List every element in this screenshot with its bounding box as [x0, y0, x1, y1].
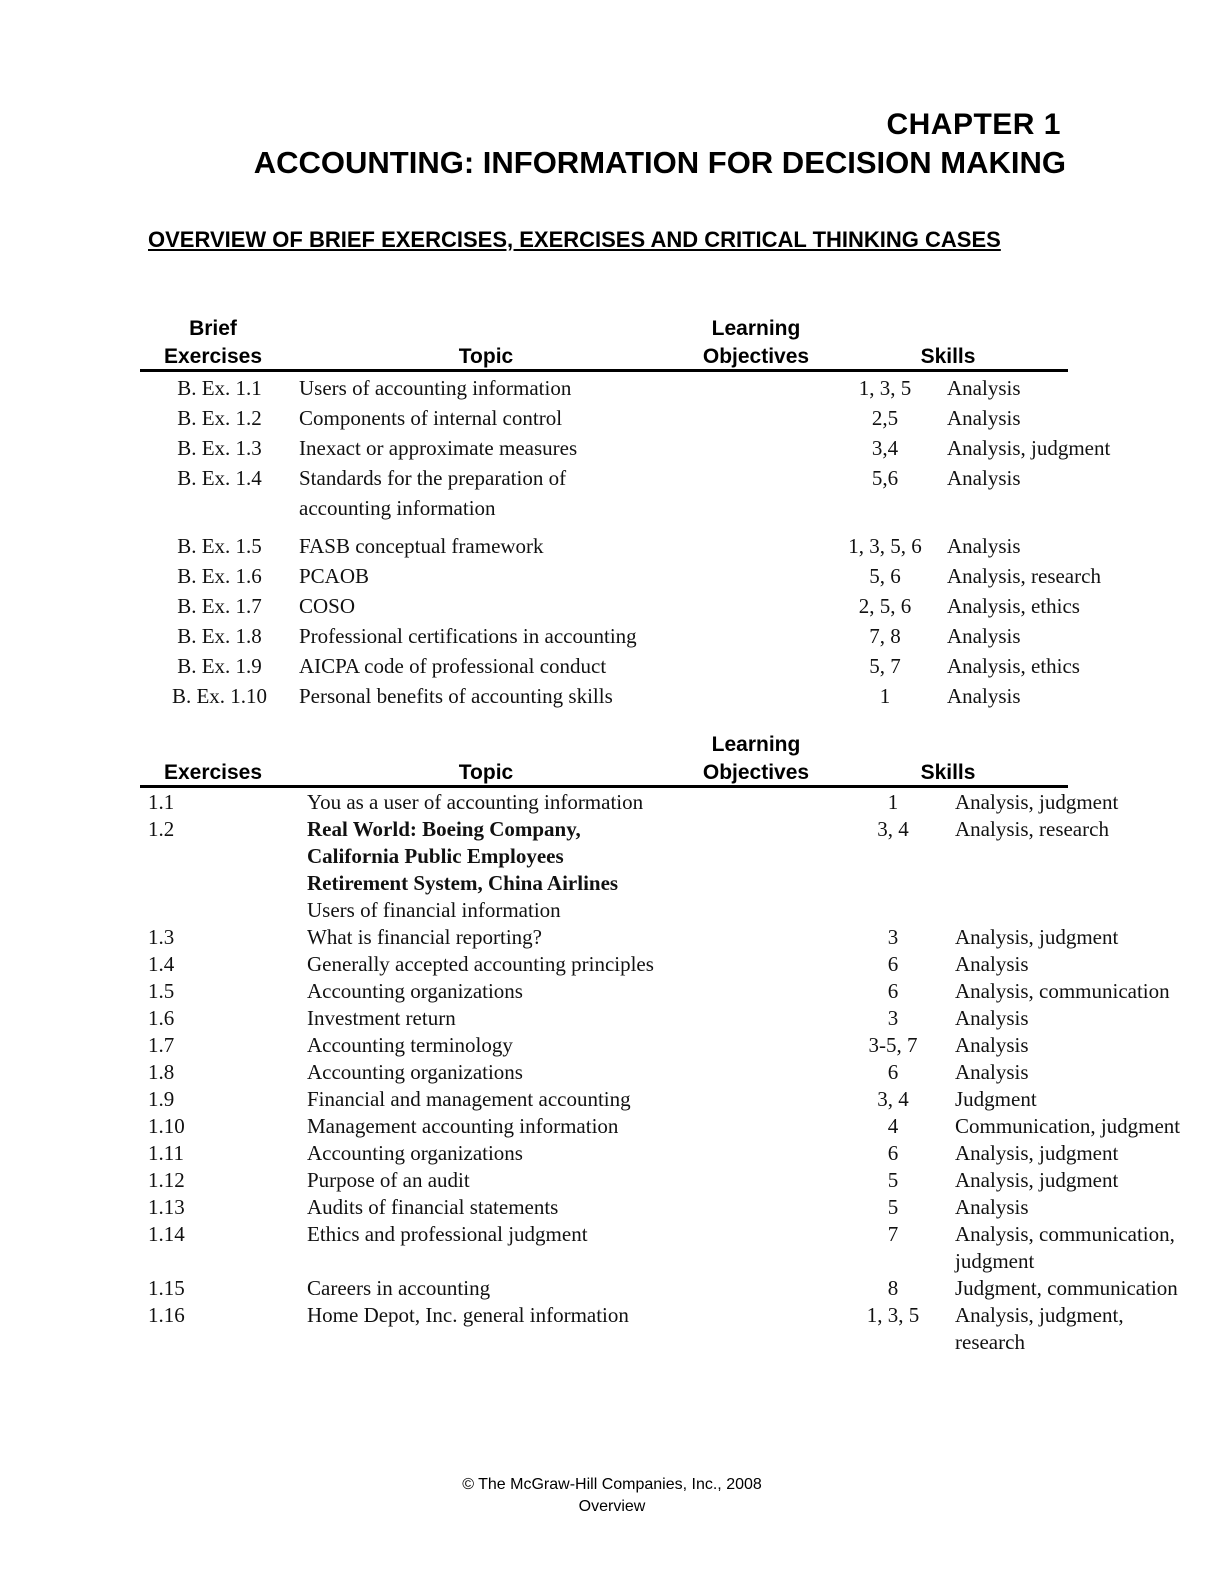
skills-cell [947, 591, 1187, 621]
exercise-id: B. Ex. 1.7 [177, 594, 262, 618]
learning-objectives-cell: 6 [887, 1060, 899, 1084]
exercise-id: 1.10 [148, 1114, 185, 1138]
table-row [140, 561, 1187, 591]
topic-cell [307, 1005, 831, 1032]
skills-cell [947, 433, 1187, 463]
brief-exercises-column-header [140, 315, 286, 371]
skills-cell [955, 1221, 1195, 1275]
topic-cell [307, 978, 831, 1005]
topic-cell [299, 433, 823, 463]
skills-cell [947, 621, 1187, 651]
header-line: Learning [711, 733, 801, 756]
skills-cell [947, 373, 1187, 403]
skills-line: Judgment, communication [955, 1276, 1178, 1300]
exercises-column-header: Exercises [163, 761, 263, 784]
skills-line: Analysis, research [955, 817, 1109, 841]
exercise-id: 1.16 [148, 1303, 185, 1327]
exercise-id: B. Ex. 1.6 [177, 564, 262, 588]
exercise-id: 1.5 [148, 979, 175, 1003]
skills-cell [955, 1140, 1195, 1167]
exercise-id: 1.2 [148, 817, 175, 841]
topic-column-header: Topic [458, 761, 514, 784]
topic-cell [299, 531, 823, 561]
exercise-id: 1.9 [148, 1087, 175, 1111]
exercise-id: 1.13 [148, 1195, 185, 1219]
chapter-label: CHAPTER 1 [886, 108, 1061, 141]
section-label: Overview [578, 1498, 646, 1515]
table-row [140, 531, 1187, 561]
skills-cell [955, 1005, 1195, 1032]
exercise-id: 1.14 [148, 1222, 185, 1246]
table-row [140, 403, 1187, 433]
learning-objectives-column-header [680, 731, 832, 787]
learning-objectives-cell: 8 [887, 1276, 899, 1300]
table-row [140, 1167, 1195, 1194]
topic-cell [307, 816, 831, 924]
exercise-id: B. Ex. 1.4 [177, 466, 262, 490]
topic-cell [299, 681, 823, 711]
topic-cell [307, 1194, 831, 1221]
skills-line: Analysis, judgment [955, 925, 1119, 949]
learning-objectives-cell: 2,5 [871, 406, 899, 430]
header-rule [140, 785, 1068, 788]
topic-line: COSO [299, 594, 356, 618]
topic-line: FASB conceptual framework [299, 534, 544, 558]
topic-cell [299, 403, 823, 433]
table-row [140, 681, 1187, 711]
skills-line: Analysis, judgment [947, 436, 1111, 460]
topic-cell [307, 1302, 831, 1356]
table-row [140, 816, 1195, 924]
topic-line: Careers in accounting [307, 1276, 491, 1300]
skills-line: Analysis, judgment, [955, 1303, 1124, 1327]
skills-column-header: Skills [920, 345, 976, 368]
exercises-table [140, 789, 1195, 1356]
skills-line: Analysis [955, 1006, 1029, 1030]
skills-line: Analysis [955, 1033, 1029, 1057]
exercise-id: 1.11 [148, 1141, 184, 1165]
chapter-title: ACCOUNTING: INFORMATION FOR DECISION MAKING [253, 145, 1066, 180]
skills-cell [955, 816, 1195, 924]
exercise-id: 1.1 [148, 790, 175, 814]
skills-cell [955, 1113, 1195, 1140]
exercise-id: B. Ex. 1.1 [177, 376, 262, 400]
skills-line: Analysis, judgment [955, 790, 1119, 814]
topic-company-line: California Public Employees [307, 844, 564, 868]
skills-cell [947, 561, 1187, 591]
exercise-id: 1.12 [148, 1168, 185, 1192]
table-row [140, 1113, 1195, 1140]
topic-line: Financial and management accounting [307, 1087, 631, 1111]
topic-cell [307, 1059, 831, 1086]
skills-line: Analysis, communication, [955, 1222, 1175, 1246]
exercise-id: B. Ex. 1.2 [177, 406, 262, 430]
brief-exercises-table [140, 373, 1187, 711]
skills-line: Analysis [947, 534, 1021, 558]
skills-line: Analysis [947, 376, 1021, 400]
topic-cell [307, 1140, 831, 1167]
learning-objectives-cell: 5 [887, 1168, 899, 1192]
skills-cell [947, 681, 1187, 711]
topic-line: Standards for the preparation of [299, 466, 567, 490]
skills-cell [955, 951, 1195, 978]
skills-line: Analysis [947, 624, 1021, 648]
topic-line: Audits of financial statements [307, 1195, 559, 1219]
skills-line: Communication, judgment [955, 1114, 1181, 1138]
topic-line: Accounting organizations [307, 979, 523, 1003]
learning-objectives-cell: 1 [879, 684, 891, 708]
topic-company-line: Real World: Boeing Company, [307, 817, 581, 841]
learning-objectives-cell: 5,6 [871, 466, 899, 490]
learning-objectives-cell: 6 [887, 979, 899, 1003]
copyright-text: © The McGraw-Hill Companies, Inc., 2008 [462, 1476, 762, 1493]
learning-objectives-column-header [680, 315, 832, 371]
skills-cell [955, 1275, 1195, 1302]
header-line: Objectives [702, 345, 810, 368]
skills-line: Judgment [955, 1087, 1037, 1111]
learning-objectives-cell: 3,4 [871, 436, 899, 460]
learning-objectives-cell: 5, 6 [869, 564, 901, 588]
skills-line: Analysis [955, 1060, 1029, 1084]
skills-line: Analysis, ethics [947, 654, 1080, 678]
learning-objectives-cell: 5, 7 [869, 654, 901, 678]
skills-line: Analysis [947, 406, 1021, 430]
exercise-id: B. Ex. 1.10 [171, 684, 268, 708]
learning-objectives-cell: 5 [887, 1195, 899, 1219]
table-row [140, 1194, 1195, 1221]
topic-line: Accounting organizations [307, 1060, 523, 1084]
skills-cell [955, 1032, 1195, 1059]
skills-line: Analysis [955, 952, 1029, 976]
topic-line: Users of financial information [307, 898, 561, 922]
header-line: Exercises [163, 345, 263, 368]
skills-line: Analysis [955, 1195, 1029, 1219]
row-spacer [140, 523, 1187, 531]
skills-line: Analysis, judgment [955, 1168, 1119, 1192]
learning-objectives-cell: 1, 3, 5 [858, 376, 912, 400]
topic-cell [299, 621, 823, 651]
learning-objectives-cell: 1 [887, 790, 899, 814]
topic-line: You as a user of accounting information [307, 790, 644, 814]
table-row [140, 951, 1195, 978]
table-row [140, 621, 1187, 651]
skills-line: judgment [955, 1249, 1035, 1273]
table-row [140, 373, 1187, 403]
exercise-id: 1.3 [148, 925, 175, 949]
learning-objectives-cell: 7 [887, 1222, 899, 1246]
topic-cell [299, 651, 823, 681]
skills-line: Analysis, judgment [955, 1141, 1119, 1165]
topic-cell [307, 1275, 831, 1302]
learning-objectives-cell: 1, 3, 5, 6 [848, 534, 922, 558]
learning-objectives-cell: 2, 5, 6 [858, 594, 912, 618]
topic-line: accounting information [299, 496, 496, 520]
topic-line: Accounting terminology [307, 1033, 513, 1057]
learning-objectives-cell: 3-5, 7 [868, 1033, 918, 1057]
learning-objectives-cell: 3, 4 [877, 1087, 909, 1111]
topic-cell [307, 924, 831, 951]
table-row [140, 1302, 1195, 1356]
topic-cell [307, 789, 831, 816]
topic-line: Home Depot, Inc. general information [307, 1303, 629, 1327]
table-row [140, 924, 1195, 951]
table-row [140, 1275, 1195, 1302]
skills-line: Analysis [947, 684, 1021, 708]
exercise-id: 1.6 [148, 1006, 175, 1030]
topic-cell [307, 1032, 831, 1059]
skills-cell [955, 1302, 1195, 1356]
topic-cell [299, 561, 823, 591]
table-row [140, 463, 1187, 523]
skills-cell [955, 924, 1195, 951]
skills-line: Analysis, research [947, 564, 1101, 588]
topic-line: Management accounting information [307, 1114, 619, 1138]
skills-cell [955, 978, 1195, 1005]
exercise-id: B. Ex. 1.9 [177, 654, 262, 678]
topic-cell [299, 463, 823, 523]
exercise-id: B. Ex. 1.5 [177, 534, 262, 558]
skills-cell [947, 531, 1187, 561]
skills-line: research [955, 1330, 1025, 1354]
exercise-id: 1.15 [148, 1276, 185, 1300]
table-row [140, 651, 1187, 681]
learning-objectives-cell: 3 [887, 1006, 899, 1030]
exercise-id: B. Ex. 1.8 [177, 624, 262, 648]
skills-line: Analysis, communication [955, 979, 1170, 1003]
skills-line: Analysis, ethics [947, 594, 1080, 618]
learning-objectives-cell: 3, 4 [877, 817, 909, 841]
skills-column-header: Skills [920, 761, 976, 784]
header-line: Objectives [702, 761, 810, 784]
topic-line: Investment return [307, 1006, 456, 1030]
table-row [140, 433, 1187, 463]
topic-line: Inexact or approximate measures [299, 436, 578, 460]
table-row [140, 1140, 1195, 1167]
topic-company-line: Retirement System, China Airlines [307, 871, 619, 895]
header-line: Brief [189, 317, 237, 340]
skills-line: Analysis [947, 466, 1021, 490]
topic-line: Personal benefits of accounting skills [299, 684, 613, 708]
skills-cell [955, 1167, 1195, 1194]
topic-column-header: Topic [458, 345, 514, 368]
page-footer [0, 1474, 1224, 1518]
skills-cell [947, 651, 1187, 681]
exercise-id: 1.7 [148, 1033, 175, 1057]
header-line: Learning [711, 317, 801, 340]
learning-objectives-cell: 7, 8 [869, 624, 901, 648]
exercise-id: 1.4 [148, 952, 175, 976]
table-row [140, 978, 1195, 1005]
skills-cell [947, 463, 1187, 523]
table-row [140, 1086, 1195, 1113]
topic-cell [299, 591, 823, 621]
topic-cell [299, 373, 823, 403]
topic-line: Ethics and professional judgment [307, 1222, 588, 1246]
table-row [140, 591, 1187, 621]
skills-cell [947, 403, 1187, 433]
table-row [140, 1005, 1195, 1032]
topic-cell [307, 1113, 831, 1140]
header-rule [140, 369, 1068, 372]
topic-line: PCAOB [299, 564, 370, 588]
learning-objectives-cell: 1, 3, 5 [866, 1303, 920, 1327]
table-row [140, 1032, 1195, 1059]
topic-cell [307, 1086, 831, 1113]
topic-line: Accounting organizations [307, 1141, 523, 1165]
learning-objectives-cell: 6 [887, 952, 899, 976]
table-row [140, 1059, 1195, 1086]
topic-cell [307, 1167, 831, 1194]
learning-objectives-cell: 6 [887, 1141, 899, 1165]
topic-line: AICPA code of professional conduct [299, 654, 607, 678]
topic-line: Professional certifications in accounting [299, 624, 637, 648]
topic-cell [307, 1221, 831, 1275]
topic-line: Purpose of an audit [307, 1168, 470, 1192]
exercise-id: 1.8 [148, 1060, 175, 1084]
topic-line: What is financial reporting? [307, 925, 542, 949]
topic-line: Generally accepted accounting principles [307, 952, 654, 976]
topic-cell [307, 951, 831, 978]
learning-objectives-cell: 3 [887, 925, 899, 949]
skills-cell [955, 1059, 1195, 1086]
table-row [140, 789, 1195, 816]
exercise-id: B. Ex. 1.3 [177, 436, 262, 460]
skills-cell [955, 1194, 1195, 1221]
topic-line: Users of accounting information [299, 376, 572, 400]
overview-heading: OVERVIEW OF BRIEF EXERCISES, EXERCISES AND CRITICAL THINKING CASES [148, 227, 1001, 252]
skills-cell [955, 789, 1195, 816]
skills-cell [955, 1086, 1195, 1113]
topic-line: Components of internal control [299, 406, 563, 430]
learning-objectives-cell: 4 [887, 1114, 899, 1138]
table-row [140, 1221, 1195, 1275]
